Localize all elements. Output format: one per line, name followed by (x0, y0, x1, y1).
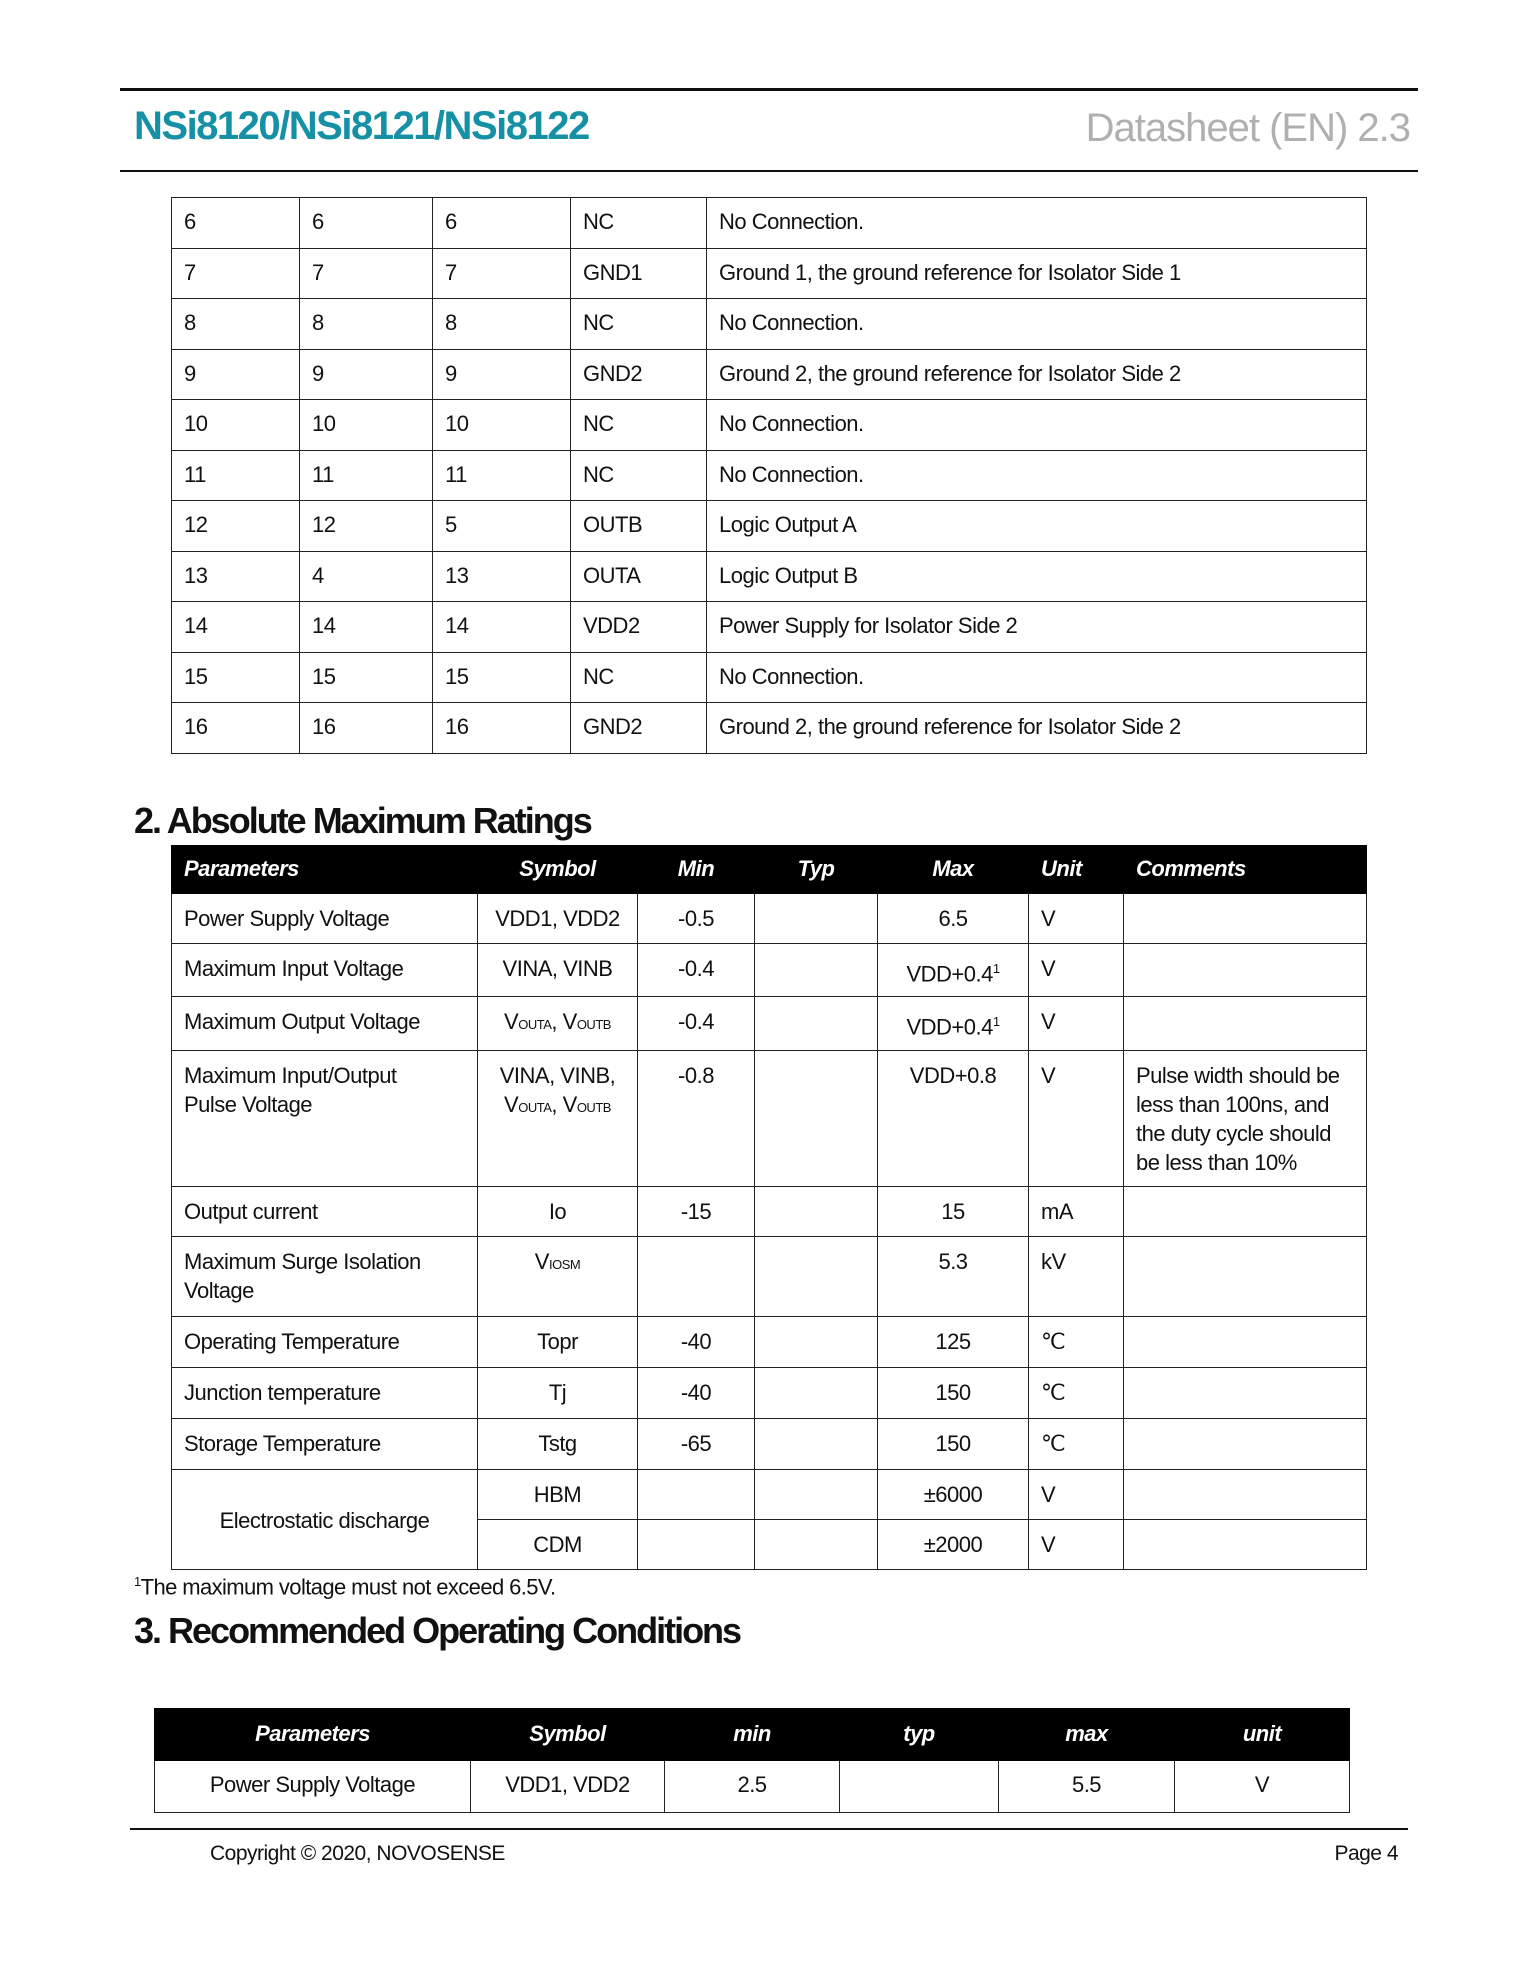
amr-unit: ℃ (1029, 1316, 1124, 1367)
symbol-line (490, 1090, 625, 1122)
pin-number-a: 7 (172, 248, 300, 299)
pin-table-row (172, 450, 1367, 501)
roc-header-parameters: Parameters (155, 1709, 471, 1761)
symbol-v: V (504, 1009, 519, 1035)
amr-typ (755, 1050, 878, 1186)
amr-max: 5.3 (878, 1236, 1029, 1316)
amr-comments (1124, 1367, 1367, 1418)
amr-row-surge-isolation (172, 1236, 1367, 1316)
amr-row-max-input (172, 944, 1367, 997)
footnote (134, 1574, 555, 1600)
amr-header-typ: Typ (755, 846, 878, 894)
pin-number-b: 11 (300, 450, 433, 501)
footnote-mark: 1 (134, 1574, 141, 1589)
amr-param: Output current (172, 1186, 478, 1236)
amr-param (172, 1236, 478, 1316)
pin-description: No Connection. (707, 400, 1367, 451)
amr-max (878, 997, 1029, 1050)
pin-number-a: 13 (172, 551, 300, 602)
pin-number-c: 10 (433, 400, 571, 451)
roc-header-unit: unit (1175, 1709, 1350, 1761)
amr-row-esd-hbm (172, 1469, 1367, 1519)
amr-header-max: Max (878, 846, 1029, 894)
symbol-subscript: OUTA (518, 1017, 552, 1033)
pin-description-table (171, 197, 1367, 754)
pin-number-c: 14 (433, 602, 571, 653)
pin-number-a: 11 (172, 450, 300, 501)
pin-table-row (172, 602, 1367, 653)
amr-symbol: VDD1, VDD2 (478, 894, 638, 944)
amr-typ (755, 997, 878, 1050)
amr-param: Maximum Input Voltage (172, 944, 478, 997)
roc-param: Power Supply Voltage (155, 1761, 471, 1813)
amr-min: -15 (638, 1186, 755, 1236)
amr-header-symbol: Symbol (478, 846, 638, 894)
pin-number-c: 11 (433, 450, 571, 501)
pin-number-b: 10 (300, 400, 433, 451)
pin-number-c: 8 (433, 299, 571, 350)
amr-typ (755, 1316, 878, 1367)
pin-name: OUTB (571, 501, 707, 552)
pin-table-row (172, 198, 1367, 249)
pin-table-row (172, 551, 1367, 602)
pin-description: Logic Output A (707, 501, 1367, 552)
amr-max: 15 (878, 1186, 1029, 1236)
amr-min: -40 (638, 1316, 755, 1367)
amr-max: VDD+0.8 (878, 1050, 1029, 1186)
pin-number-c: 16 (433, 703, 571, 754)
amr-typ (755, 1519, 878, 1569)
roc-row-power-supply (155, 1761, 1350, 1813)
amr-min: -0.4 (638, 944, 755, 997)
pin-name: NC (571, 450, 707, 501)
comment-line: less than 100ns, and (1136, 1091, 1330, 1117)
amr-unit: V (1029, 997, 1124, 1050)
pin-number-b: 12 (300, 501, 433, 552)
amr-header-parameters: Parameters (172, 846, 478, 894)
param-line: Voltage (184, 1277, 254, 1303)
symbol-v: V (504, 1091, 519, 1117)
pin-table-body (172, 198, 1367, 754)
amr-header-min: Min (638, 846, 755, 894)
footnote-ref: 1 (992, 1014, 1000, 1030)
amr-comments (1124, 944, 1367, 997)
amr-symbol: VINA, VINB (478, 944, 638, 997)
amr-symbol: HBM (478, 1469, 638, 1519)
pin-name: GND2 (571, 703, 707, 754)
symbol-separator: , (551, 1091, 563, 1117)
amr-header-unit: Unit (1029, 846, 1124, 894)
amr-max (878, 944, 1029, 997)
amr-row-junction-temperature (172, 1367, 1367, 1418)
footer-copyright: Copyright © 2020, NOVOSENSE (210, 1842, 505, 1865)
section-3-heading: 3. Recommended Operating Conditions (134, 1610, 741, 1651)
amr-max: 6.5 (878, 894, 1029, 944)
amr-typ (755, 944, 878, 997)
amr-param: Power Supply Voltage (172, 894, 478, 944)
pin-number-c: 15 (433, 652, 571, 703)
roc-header-row (155, 1709, 1350, 1761)
symbol-separator: , (551, 1009, 563, 1035)
symbol-subscript: OUTA (518, 1099, 552, 1115)
pin-description: Ground 2, the ground reference for Isolator Side 2 (707, 349, 1367, 400)
amr-min: -40 (638, 1367, 755, 1418)
pin-number-b: 15 (300, 652, 433, 703)
amr-comments (1124, 1186, 1367, 1236)
amr-row-max-output (172, 997, 1367, 1050)
pin-number-a: 15 (172, 652, 300, 703)
pin-description: Logic Output B (707, 551, 1367, 602)
amr-unit: V (1029, 894, 1124, 944)
amr-max: 150 (878, 1367, 1029, 1418)
amr-unit: V (1029, 1519, 1124, 1569)
amr-typ (755, 894, 878, 944)
amr-typ (755, 1186, 878, 1236)
amr-min (638, 1519, 755, 1569)
absolute-maximum-ratings-table (171, 845, 1367, 1570)
amr-row-pulse-voltage (172, 1050, 1367, 1186)
pin-number-b: 14 (300, 602, 433, 653)
comment-line: the duty cycle should (1136, 1120, 1331, 1146)
amr-param-esd: Electrostatic discharge (172, 1469, 478, 1569)
pin-number-a: 16 (172, 703, 300, 754)
amr-min: -0.4 (638, 997, 755, 1050)
roc-max: 5.5 (999, 1761, 1175, 1813)
pin-name: NC (571, 400, 707, 451)
pin-name: NC (571, 198, 707, 249)
pin-number-c: 13 (433, 551, 571, 602)
pin-number-c: 9 (433, 349, 571, 400)
amr-comments (1124, 1236, 1367, 1316)
amr-unit: V (1029, 1469, 1124, 1519)
symbol-v: V (562, 1091, 577, 1117)
comment-line: be less than 10% (1136, 1149, 1297, 1175)
amr-row-storage-temperature (172, 1418, 1367, 1469)
pin-name: VDD2 (571, 602, 707, 653)
pin-number-c: 7 (433, 248, 571, 299)
pin-number-a: 9 (172, 349, 300, 400)
amr-row-power-supply (172, 894, 1367, 944)
pin-name: OUTA (571, 551, 707, 602)
pin-number-c: 5 (433, 501, 571, 552)
amr-row-operating-temperature (172, 1316, 1367, 1367)
amr-unit: V (1029, 1050, 1124, 1186)
footer-page-number: Page 4 (1334, 1842, 1398, 1865)
amr-param: Operating Temperature (172, 1316, 478, 1367)
amr-min: -0.5 (638, 894, 755, 944)
amr-unit: ℃ (1029, 1367, 1124, 1418)
amr-symbol: Io (478, 1186, 638, 1236)
roc-header-typ: typ (840, 1709, 999, 1761)
document-version: Datasheet (EN) 2.3 (1085, 106, 1410, 150)
pin-number-a: 12 (172, 501, 300, 552)
roc-typ (840, 1761, 999, 1813)
symbol-v: V (534, 1248, 549, 1274)
header-top-rule (120, 88, 1418, 91)
amr-param: Maximum Output Voltage (172, 997, 478, 1050)
pin-table-row (172, 501, 1367, 552)
pin-table-row (172, 652, 1367, 703)
pin-description: No Connection. (707, 198, 1367, 249)
section-2-heading: 2. Absolute Maximum Ratings (134, 800, 591, 841)
amr-typ (755, 1367, 878, 1418)
pin-number-b: 7 (300, 248, 433, 299)
pin-number-b: 9 (300, 349, 433, 400)
pin-name: NC (571, 299, 707, 350)
amr-max-value: VDD+0.4 (906, 1014, 993, 1040)
pin-number-b: 8 (300, 299, 433, 350)
amr-comments (1124, 1050, 1367, 1186)
amr-symbol (478, 1236, 638, 1316)
amr-typ (755, 1469, 878, 1519)
symbol-subscript: IOSM (548, 1256, 581, 1272)
footer-rule (130, 1828, 1408, 1830)
amr-symbol: Topr (478, 1316, 638, 1367)
pin-number-a: 8 (172, 299, 300, 350)
amr-max: ±6000 (878, 1469, 1029, 1519)
pin-number-c: 6 (433, 198, 571, 249)
param-line: Maximum Surge Isolation (184, 1248, 421, 1274)
pin-table-row (172, 248, 1367, 299)
roc-min: 2.5 (665, 1761, 840, 1813)
pin-description: Power Supply for Isolator Side 2 (707, 602, 1367, 653)
pin-description: Ground 1, the ground reference for Isolator Side 1 (707, 248, 1367, 299)
pin-number-a: 10 (172, 400, 300, 451)
amr-min (638, 1236, 755, 1316)
pin-name: GND2 (571, 349, 707, 400)
amr-typ (755, 1236, 878, 1316)
amr-symbol (478, 1050, 638, 1186)
roc-header-symbol: Symbol (471, 1709, 665, 1761)
footnote-text: The maximum voltage must not exceed 6.5V. (140, 1574, 556, 1600)
pin-name: NC (571, 652, 707, 703)
param-line: Maximum Input/Output (184, 1062, 397, 1088)
amr-symbol: Tstg (478, 1418, 638, 1469)
comment-line: Pulse width should be (1136, 1062, 1340, 1088)
roc-header-max: max (999, 1709, 1175, 1761)
amr-unit: ℃ (1029, 1418, 1124, 1469)
symbol-line: VINA, VINB, (499, 1062, 616, 1088)
roc-symbol: VDD1, VDD2 (471, 1761, 665, 1813)
pin-table-row (172, 400, 1367, 451)
roc-header-min: min (665, 1709, 840, 1761)
amr-max-value: VDD+0.4 (906, 961, 993, 987)
amr-param: Storage Temperature (172, 1418, 478, 1469)
amr-symbol: CDM (478, 1519, 638, 1569)
pin-number-b: 4 (300, 551, 433, 602)
amr-unit: kV (1029, 1236, 1124, 1316)
amr-min: -65 (638, 1418, 755, 1469)
pin-description: No Connection. (707, 299, 1367, 350)
param-line: Pulse Voltage (184, 1091, 313, 1117)
symbol-v: V (562, 1009, 577, 1035)
pin-number-a: 6 (172, 198, 300, 249)
amr-comments (1124, 1316, 1367, 1367)
amr-max: 150 (878, 1418, 1029, 1469)
header-bottom-rule (120, 170, 1418, 172)
recommended-operating-conditions-table (154, 1708, 1350, 1813)
symbol-subscript: OUTB (576, 1017, 611, 1033)
pin-number-b: 6 (300, 198, 433, 249)
amr-comments (1124, 1418, 1367, 1469)
footnote-ref: 1 (992, 961, 1000, 976)
amr-comments (1124, 1469, 1367, 1519)
amr-min: -0.8 (638, 1050, 755, 1186)
amr-max: ±2000 (878, 1519, 1029, 1569)
amr-param (172, 1050, 478, 1186)
pin-number-b: 16 (300, 703, 433, 754)
amr-row-output-current (172, 1186, 1367, 1236)
amr-symbol: Tj (478, 1367, 638, 1418)
pin-table-row (172, 349, 1367, 400)
document-title: NSi8120/NSi8121/NSi8122 (134, 104, 589, 148)
roc-unit: V (1175, 1761, 1350, 1813)
amr-param: Junction temperature (172, 1367, 478, 1418)
amr-comments (1124, 1519, 1367, 1569)
pin-description: No Connection. (707, 450, 1367, 501)
amr-comments (1124, 894, 1367, 944)
pin-table-row (172, 703, 1367, 754)
symbol-subscript: OUTB (576, 1099, 611, 1115)
pin-description: Ground 2, the ground reference for Isolator Side 2 (707, 703, 1367, 754)
amr-min (638, 1469, 755, 1519)
amr-header-comments: Comments (1124, 846, 1367, 894)
pin-number-a: 14 (172, 602, 300, 653)
amr-comments (1124, 997, 1367, 1050)
amr-max: 125 (878, 1316, 1029, 1367)
amr-typ (755, 1418, 878, 1469)
amr-symbol (478, 997, 638, 1050)
amr-unit: mA (1029, 1186, 1124, 1236)
amr-unit: V (1029, 944, 1124, 997)
pin-table-row (172, 299, 1367, 350)
amr-header-row (172, 846, 1367, 894)
pin-name: GND1 (571, 248, 707, 299)
pin-description: No Connection. (707, 652, 1367, 703)
